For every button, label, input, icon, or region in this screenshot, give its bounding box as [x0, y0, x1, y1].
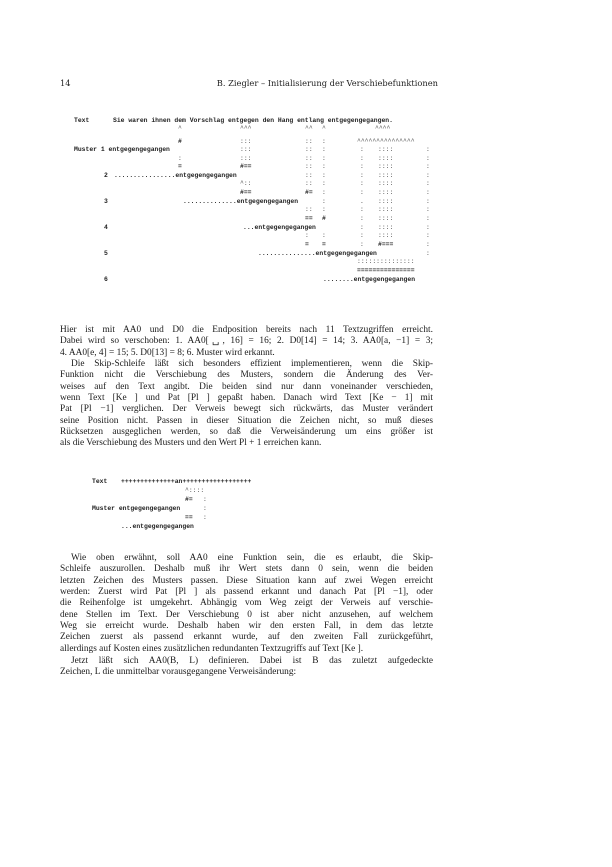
trace-segment: ===============: [357, 267, 415, 274]
text-line: Rücksetzen ausgeglichen werden, so daß die Verweisänderung um eins größer ist: [60, 427, 433, 438]
trace-segment: ::::: [378, 146, 394, 153]
trace-segment: #==: [240, 189, 252, 196]
text-line: Zeichen zuerst als passend erkannt wurde, auf den zweiten Fall zurückgeführt,: [60, 632, 433, 643]
trace-segment: :: [426, 163, 430, 170]
text-line: wenn Text [Ke ] und Pat [Pl ] gepaßt haben. Danach wird Text [Ke − 1] mit: [60, 393, 433, 404]
text-line: Weg sie erreicht wurde. Deshalb haben wir den ersten Fall, in dem das letzte: [60, 621, 433, 632]
trace-segment: :: [426, 232, 430, 239]
trace-segment: ^: [322, 125, 326, 132]
trace-segment: Sie waren ihnen dem Vorschlag entgegen den Hang entlang entgegengegangen.: [113, 117, 393, 124]
text-line: Funktion nicht die Verschiebung des Musters, sondern die Änderung des Ver-: [60, 370, 433, 381]
trace-segment: #===: [378, 241, 394, 248]
trace-segment: :: [426, 155, 430, 162]
trace-segment: 4: [104, 224, 108, 231]
running-title: B. Ziegler – Initialisierung der Verschiebefunktionen: [216, 78, 438, 88]
trace-segment: ::: [305, 206, 313, 213]
trace-segment: :: [360, 172, 364, 179]
trace-segment: ...entgegengegangen: [121, 523, 194, 530]
trace-segment: :::: [240, 138, 252, 145]
text-line: Pat [Pl −1] verglichen. Der Verweis bewegt sich rückwärts, das Muster verändert: [60, 404, 433, 415]
trace-segment: :: [322, 189, 326, 196]
trace-segment: :: [322, 232, 326, 239]
text-line: Die Skip-Schleife läßt sich besonders effizient implementieren, wenn die Skip-: [71, 359, 433, 369]
trace-segment: ::::: [378, 206, 394, 213]
trace-segment: =: [178, 163, 182, 170]
text-line: als die Verschiebung des Musters und den Wert Pl + 1 erreichen kann.: [60, 438, 322, 449]
trace-segment: ::::: [378, 172, 394, 179]
text-line: letzten Zeichen des Musters passen. Diese Situation kann auf zwei Wegen erreicht: [60, 575, 433, 586]
trace-segment: ::::: [378, 232, 394, 239]
trace-segment: :: [426, 189, 430, 196]
trace-segment: :: [360, 241, 364, 248]
trace-segment: #: [322, 215, 326, 222]
text-line: weises auf den Text angibt. Die beiden sind nur dann voneinander verschieden,: [60, 381, 433, 392]
trace-segment: ::::: [378, 215, 394, 222]
trace-segment: ::: [305, 172, 313, 179]
trace-segment: :: [322, 163, 326, 170]
text-line: Wie oben erwähnt, soll AA0 eine Funktion sein, die es erlaubt, die Skip-: [71, 553, 433, 563]
trace-segment: :: [360, 189, 364, 196]
trace-segment: ::: [305, 138, 313, 145]
text-line: allerdings auf Kosten eines zusätzlichen redundanten Textzugriffs auf Text [Ke ].: [60, 643, 364, 654]
trace-segment: :: [426, 172, 430, 179]
trace-segment: :: [360, 215, 364, 222]
text-line: Schleife auszurollen. Deshalb muß ihr Wert stets dann 0 sein, wenn die beiden: [60, 564, 433, 575]
trace-segment: :: [322, 172, 326, 179]
trace-segment: Text: [74, 117, 90, 124]
trace-segment: ::::: [378, 155, 394, 162]
trace-segment: ==: [185, 514, 193, 521]
trace-segment: :: [322, 198, 326, 205]
trace-segment: ::::: [378, 180, 394, 187]
text-line: 4. AA0[e, 4] = 15; 5. D0[13] = 8; 6. Muster wird erkannt.: [60, 347, 275, 358]
trace-segment: :: [203, 514, 207, 521]
trace-segment: #: [178, 138, 182, 145]
trace-segment: ^^^: [240, 125, 252, 132]
trace-segment: :: [322, 146, 326, 153]
trace-segment: ::: [305, 180, 313, 187]
trace-segment: 6: [104, 276, 108, 283]
trace-segment: :: [178, 155, 182, 162]
text-line: werden: Zuerst wird Pat [Pl ] als passend erkannt und danach Pat [Pl −1], oder: [60, 587, 433, 598]
trace-segment: ................entgegengegangen: [114, 172, 237, 179]
trace-segment: :: [426, 180, 430, 187]
trace-segment: :: [360, 163, 364, 170]
text-line: Hier ist mit AA0 und D0 die Endposition bereits nach 11 Textzugriffen erreicht.: [60, 325, 433, 335]
trace-segment: ^^: [305, 125, 313, 132]
trace-segment: Text: [92, 478, 108, 485]
trace-segment: ...............entgegengegangen: [258, 250, 377, 257]
paragraph-define-aa0: [60, 656, 433, 679]
trace-segment: :: [360, 146, 364, 153]
trace-segment: 3: [104, 198, 108, 205]
trace-segment: :: [426, 206, 430, 213]
trace-segment: ::::: [378, 163, 394, 170]
trace-segment: ::::: [378, 224, 394, 231]
trace-segment: #=: [185, 496, 193, 503]
trace-segment: :: [360, 224, 364, 231]
text-line: seine Position nicht. Passen in dieser Situation die Zeichen nicht, so muß dieses: [60, 415, 433, 426]
trace-segment: #==: [240, 163, 252, 170]
text-line: Zeichen, L die unmittelbar vorausgegangene Verweisänderung:: [60, 667, 297, 678]
trace-segment: :: [360, 206, 364, 213]
trace-segment: ::: [305, 155, 313, 162]
trace-segment: 2: [104, 172, 108, 179]
trace-segment: ^^^^^^^^^^^^^^^: [357, 138, 415, 145]
trace-segment: ::: [305, 146, 313, 153]
trace-segment: Muster entgegengegangen: [92, 505, 181, 512]
trace-segment: :: [322, 138, 326, 145]
trace-segment: ...entgegengegangen: [243, 224, 316, 231]
text-line: Jetzt läßt sich AA0(B, L) definieren. Dabei ist B das zuletzt aufgedeckte: [71, 656, 433, 666]
trace-segment: :: [305, 232, 309, 239]
trace-segment: :: [322, 180, 326, 187]
trace-segment: :: [360, 232, 364, 239]
trace-segment: :::: [240, 146, 252, 153]
trace-segment: 5: [104, 250, 108, 257]
trace-segment: :: [426, 224, 430, 231]
trace-segment: :: [322, 155, 326, 162]
trace-segment: ^::: [240, 180, 252, 187]
trace-segment: :: [203, 496, 207, 503]
text-line: Dabei wird so verschoben: 1. AA0[␣, 16] = 16; 2. D0[14] = 14; 3. AA0[a, −1] = 3;: [60, 336, 433, 347]
text-line: die Reihenfolge ist umgekehrt. Abhängig vom Weg zeigt der Verweis auf verschie-: [60, 598, 433, 609]
trace-segment: :::::::::::::::: [357, 258, 415, 265]
trace-segment: ..............entgegengegangen: [183, 198, 299, 205]
paragraph-unroll: [60, 553, 433, 655]
trace-segment: :: [426, 250, 430, 257]
trace-segment: ::: [305, 163, 313, 170]
trace-segment: ::::: [378, 189, 394, 196]
trace-segment: :: [360, 155, 364, 162]
text-line: dene Stellen im Text. Der Verschiebung 0 ist aber nicht anzusehen, auf welchem: [60, 609, 433, 620]
trace-segment: :: [322, 206, 326, 213]
trace-segment: .: [360, 198, 364, 205]
trace-segment: =: [305, 241, 309, 248]
trace-segment: =: [322, 241, 326, 248]
trace-segment: ^^^^: [375, 125, 391, 132]
trace-segment: :: [426, 215, 430, 222]
trace-segment: :::: [240, 155, 252, 162]
trace-segment: ^::::: [185, 487, 205, 494]
page-number: 14: [60, 78, 71, 88]
trace-segment: Muster 1 entgegengegangen: [74, 146, 170, 153]
trace-segment: :: [426, 146, 430, 153]
trace-segment: :: [426, 198, 430, 205]
trace-segment: ==: [305, 215, 313, 222]
trace-segment: :: [360, 180, 364, 187]
trace-segment: #=: [305, 189, 313, 196]
trace-segment: :: [203, 505, 207, 512]
trace-segment: ++++++++++++++an++++++++++++++++++: [121, 478, 252, 485]
trace-segment: ::::: [378, 198, 394, 205]
trace-segment: ^: [178, 125, 182, 132]
trace-segment: ........entgegengegangen: [323, 276, 416, 283]
trace-segment: :: [426, 241, 430, 248]
